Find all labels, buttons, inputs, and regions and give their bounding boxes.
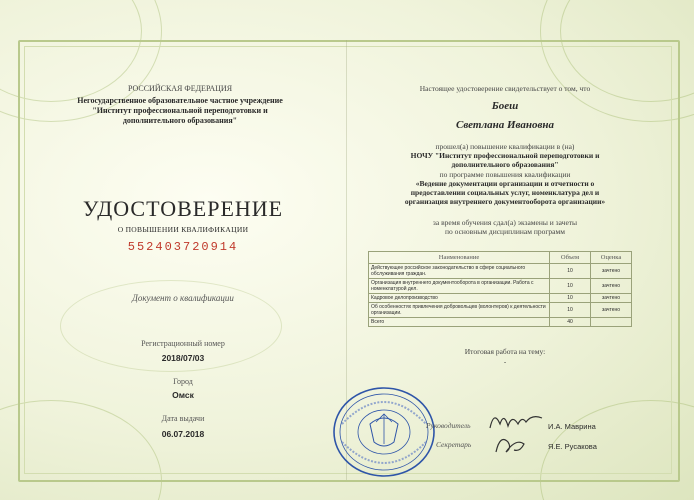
exams-line: за время обучения сдал(а) экзамены и зачеты (432, 218, 578, 227)
subject-grade: зачтено (591, 294, 632, 303)
document-subtitle: О ПОВЫШЕНИИ КВАЛИФИКАЦИИ (117, 225, 249, 234)
subject-hours: 40 (550, 318, 591, 327)
passed-text: прошел(а) повышение квалификации в (на) (435, 142, 575, 151)
institution-name (360, 151, 650, 169)
signature-icon (490, 428, 534, 458)
subject-name: Кадровое делопроизводство (369, 294, 550, 303)
subject-name: Всего (369, 318, 550, 327)
org-line: "Институт профессиональной переподготовки и (92, 106, 268, 115)
subject-hours: 10 (550, 279, 591, 294)
subject-name: Об особенностях привлечения добровольцев (волонтеров) к деятельности организации. (369, 303, 550, 318)
intro-text: Настоящее удостоверение свидетельствует о том, что (419, 84, 591, 93)
column-header: Объем (550, 252, 591, 264)
issue-date-value: 06.07.2018 (161, 429, 205, 439)
organization-name (40, 96, 320, 126)
subjects-table (368, 251, 632, 327)
secretary-name: Я.Е. Русакова (548, 442, 597, 451)
subject-hours: 10 (550, 303, 591, 318)
table-row (369, 294, 632, 303)
table-row (369, 279, 632, 294)
program-intro: по программе повышения квалификации (439, 170, 571, 179)
issue-date-label: Дата выдачи (161, 414, 205, 423)
serial-number: 552403720914 (127, 240, 239, 254)
org-line: НОЧУ "Институт профессиональной переподготовки и (410, 151, 600, 160)
program-line: предоставлении социальных услуг, номенклатура дел и (410, 188, 600, 197)
subject-hours: 10 (550, 294, 591, 303)
program-line: организация внутреннего документооборота организации» (404, 197, 606, 206)
org-line: дополнительного образования" (122, 116, 238, 125)
city-value: Омск (172, 390, 194, 400)
column-header: Наименование (369, 252, 550, 264)
program-line: «Ведение документации организации и отчетности о (415, 179, 595, 188)
program-title (360, 179, 650, 206)
final-work-label: Итоговая работа на тему: (464, 347, 546, 356)
head-label: Руководитель (426, 421, 471, 430)
table-header-row (369, 252, 632, 264)
subject-name: Действующее российское законодательство в сфере социального обслуживания граждан. (369, 264, 550, 279)
subject-grade: зачтено (591, 303, 632, 318)
column-header: Оценка (591, 252, 632, 264)
registration-number: 2018/07/03 (161, 353, 205, 363)
document-type: Документ о квалификации (132, 293, 234, 303)
subject-grade: зачтено (591, 264, 632, 279)
subject-hours: 10 (550, 264, 591, 279)
subject-name: Организация внутреннего документооборота в организации. Работа с номенклатурой дел. (369, 279, 550, 294)
city-label: Город (173, 377, 193, 386)
document-title: УДОСТОВЕРЕНИЕ (82, 196, 284, 221)
registration-label: Регистрационный номер (141, 339, 225, 348)
exams-line: по основным дисциплинам программ (445, 227, 565, 236)
recipient-name: Светлана Ивановна (456, 119, 554, 131)
table-row (369, 303, 632, 318)
org-line: дополнительного образования" (451, 160, 559, 169)
secretary-label: Секретарь (436, 440, 472, 449)
stamp-seal-icon (328, 384, 440, 480)
subject-grade (591, 318, 632, 327)
table-row (369, 318, 632, 327)
recipient-surname: Боеш (491, 100, 519, 112)
org-line: Негосударственное образовательное частное учреждение (77, 96, 283, 105)
head-name: И.А. Маврина (548, 422, 596, 431)
exams-text (360, 218, 650, 236)
table-row (369, 264, 632, 279)
subject-grade: зачтено (591, 279, 632, 294)
country-name: РОССИЙСКАЯ ФЕДЕРАЦИЯ (127, 84, 233, 93)
final-work-topic: - (503, 358, 507, 366)
